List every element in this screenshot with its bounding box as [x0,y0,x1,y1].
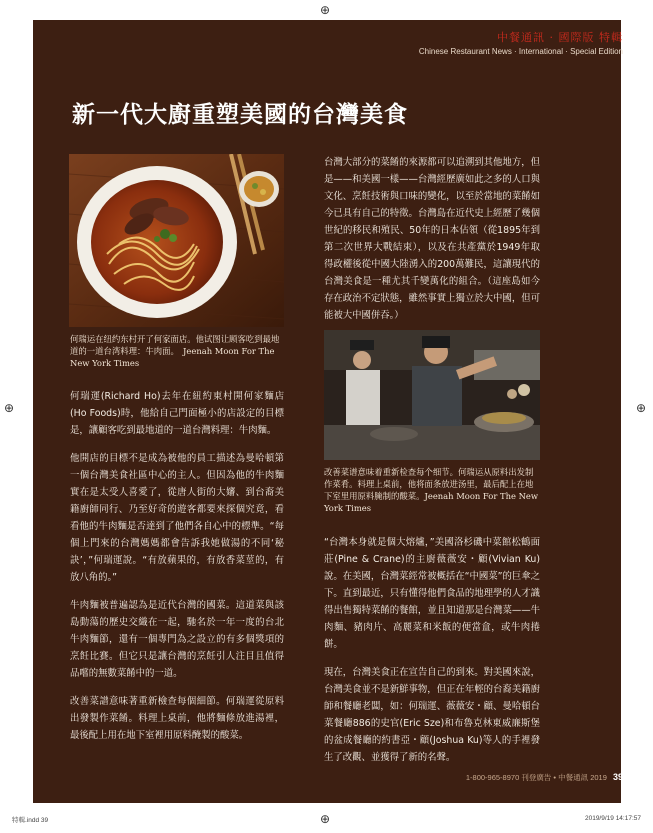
left-paragraph-2: 他開店的目標不是成為被他的員工描述為曼哈頓第一個台灣美食社區中心的主人。但因為他的牛肉麵實在是太受人喜愛了，從唐人街的大嬸、到台裔美籍廚師同行、乃至好奇的遊客都要來探個究竟，看看他的牛肉麵是否達到了他們各自心中的標準。“每個上門來的台灣媽媽都會告訴我她做湯的不同‘秘訣’，”何瑞運說。“有放蘋果的，有放香菜莖的，有放八角的。” [70,453,284,583]
right-paragraph-2: “台灣本身就是個大熔爐，”美國洛杉磯中菜館松鶴面莊(Pine & Crane)的主廚薇薇安・顧(Vivian Ku)說。在美國，台灣菜經常被概括在“中國菜”的巨傘之下。直到最近，只有懂得他們食品的地理學的人才識得出售獨特菜餚的餐館，並且知道那是台灣菜——牛肉麵、豬肉片、高麗菜和米飯的便當盒，或牛肉捲餅。 [324,537,540,650]
registration-mark-bottom: ⊕ [320,812,331,826]
kitchen-chefs-photo [324,330,540,460]
timestamp-slug: 2019/9/19 14:17:57 [584,815,641,822]
page-number: 39 [612,772,623,782]
registration-mark-right: ⊕ [636,401,647,415]
right-paragraph-3: 現在，台灣美食正在宣告自己的到來。對美國來說，台灣美食並不是新鮮事物，但正在年輕的台裔美籍廚師和餐廳老闆，如：何瑞運、薇薇安・顧、曼哈頓台菜餐廳886的史官(Eric Sze)和布魯克林東威廉斯堡的盆成餐廳的約書亞・顧(Joshua Ku)等人的手裡發生了改觀、並獲得了新的名聲。 [324,667,540,763]
registration-mark-left: ⊕ [4,401,15,415]
file-slug: 特輯.indd 39 [12,817,49,824]
section-header-en: Chinese Restaurant News · International · Special Edition [418,47,623,56]
registration-mark-top: ⊕ [320,3,331,17]
page-footer [466,772,623,783]
left-paragraph-3: 牛肉麵被普遍認為是近代台灣的國菜。這道菜與該島動蕩的歷史交織在一起，馳名於一年一度的台北牛肉麵節，還有一個專門為之設立的有多個獎項的烹飪比賽。但它只是讓台灣的烹飪引人注目且值得品嚐的無數菜餚中的一道。 [70,600,284,679]
noodle-bowl-photo [69,154,284,327]
noodle-photo-caption: 何瑞运在纽约东村开了何家面店。他试图让顾客吃到最地道的一道台湾料理：牛肉面。 Jeenah Moon For The New York Times [70,334,280,368]
article-title: 新一代大廚重塑美國的台灣美食 [72,102,408,128]
right-column-top [324,154,540,335]
kitchen-photo-caption: 改善菜谱意味着重新检查每个细节。何瑞运从原料出发制作菜肴。料理上桌前，他将面条放进汤里，最后配上在地下室里用原料腌制的酸菜。Jeenah Moon For The New York Times [324,467,539,513]
left-paragraph-4: 改善菜譜意味著重新檢查每個細節。何瑞運從原料出發製作菜餚。料理上桌前，他將麵條放進湯裡，最後配上用在地下室裡用原料醃製的酸菜。 [70,696,284,741]
right-column-bottom [324,534,540,777]
right-paragraph-1: 台灣大部分的菜餚的來源都可以追溯到其他地方，但是——和美國一樣——台灣經歷廣如此之多的人口與文化、烹飪技術與口味的變化，以至於當地的菜餚如今已具有自己的特徵。台灣島在近代史上經歷了幾個世紀的移民和殖民、50年的日本佔領（從1895年到第二次世界大戰結束），以及在共產黨於1949年取得政權後從中國大陸湧入的200萬難民，這讓現代的台灣美食是一種尤其千變萬化的組合。（這座島如今存在政治不定狀態，雖然事實上獨立於大中國，但可能被大中國併吞。） [324,157,540,321]
left-column [70,388,284,755]
left-paragraph-1: 何瑞運(Richard Ho)去年在紐約東村開何家麵店(Ho Foods)時，他給自己門面極小的店設定的目標是，讓顧客吃到最地道的一道台灣料理：牛肉麵。 [70,391,284,436]
section-header-cn: 中餐通訊 · 國際版 特輯 [497,31,623,44]
footer-text: 1-800-965-8970 刊登廣告 • 中餐通訊 2019 [465,773,607,782]
